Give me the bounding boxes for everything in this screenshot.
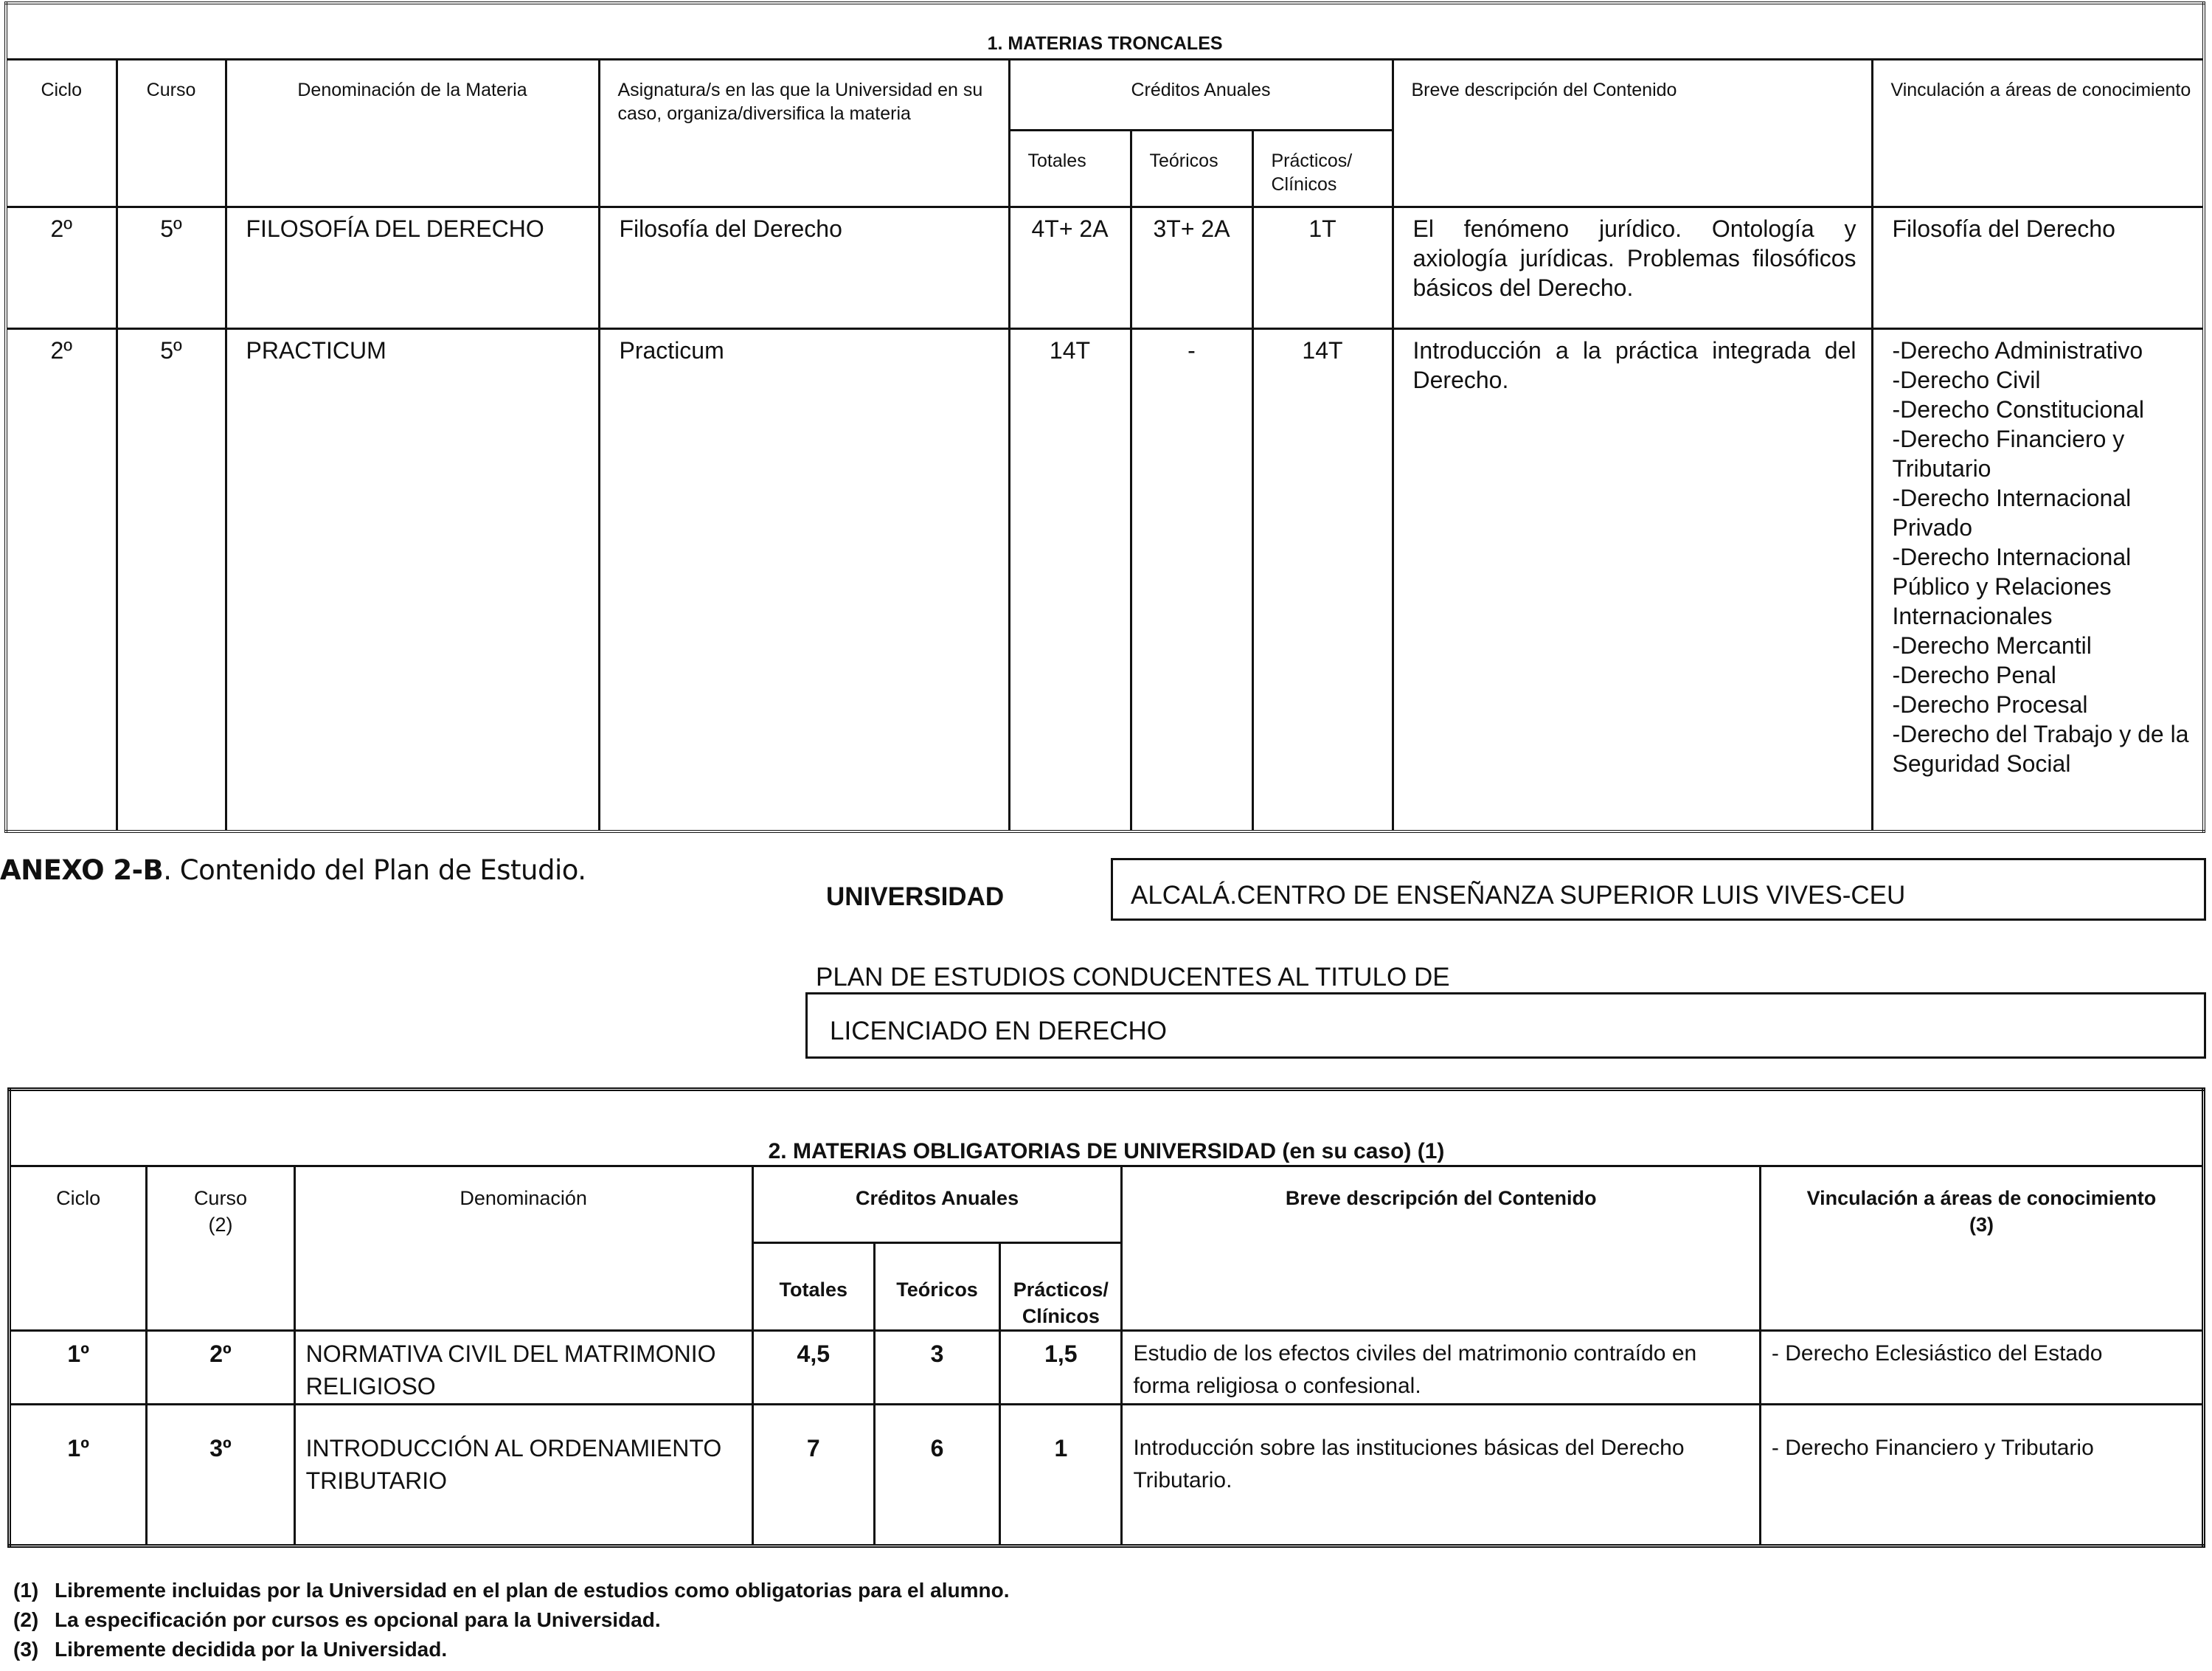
table-row: [6, 328, 2204, 831]
cell-denominacion: PRACTICUM: [226, 328, 599, 831]
header-ciclo: Ciclo: [10, 1166, 147, 1331]
header-descripcion: Breve descripción del Contenido: [1393, 59, 1872, 207]
footnote: [13, 1635, 1010, 1664]
cell-asignatura: Practicum: [599, 328, 1009, 831]
header-practicos: Prácticos/ Clínicos: [1252, 130, 1393, 207]
cell-ciclo: 2º: [6, 328, 117, 831]
cell-teoricos: -: [1131, 328, 1252, 831]
table2-title: 2. MATERIAS OBLIGATORIAS DE UNIVERSIDAD (en su caso) (1): [10, 1090, 2204, 1166]
cell-practicos: 1T: [1252, 207, 1393, 328]
footnote-text: Libremente incluidas por la Universidad en el plan de estudios como obligatorias para el alumno.: [55, 1579, 1010, 1602]
header-creditos-anuales: Créditos Anuales: [1009, 59, 1393, 130]
cell-practicos: 14T: [1252, 328, 1393, 831]
anexo-prefix: ANEXO 2-B: [0, 854, 164, 886]
plan-label: PLAN DE ESTUDIOS CONDUCENTES AL TITULO DE: [816, 963, 1450, 992]
header-creditos-anuales: Créditos Anuales: [752, 1166, 1122, 1243]
cell-teoricos: 3T+ 2A: [1131, 207, 1252, 328]
cell-practicos: 1,5: [1000, 1331, 1122, 1405]
header-descripcion: Breve descripción del Contenido: [1122, 1166, 1760, 1331]
cell-descripcion: El fenómeno jurídico. Ontología y axiología jurídicas. Problemas filosóficos básicos del Derecho.: [1393, 207, 1872, 328]
header-curso: Curso: [117, 59, 226, 207]
cell-vinculacion: Filosofía del Derecho: [1872, 207, 2204, 328]
cell-vinculacion: - Derecho Eclesiástico del Estado: [1760, 1331, 2203, 1405]
cell-descripcion: Estudio de los efectos civiles del matrimonio contraído en forma religiosa o confesional.: [1122, 1331, 1760, 1405]
footnote-number: (3): [13, 1638, 39, 1661]
header-teoricos: Teóricos: [1131, 130, 1252, 207]
cell-curso: 5º: [117, 328, 226, 831]
cell-totales: 4,5: [752, 1331, 874, 1405]
footnote-text: Libremente decidida por la Universidad.: [55, 1638, 448, 1661]
footnote-number: (2): [13, 1608, 39, 1631]
header-denominacion: Denominación: [294, 1166, 752, 1331]
table-row: [6, 207, 2204, 328]
footnote-number: (1): [13, 1579, 39, 1602]
cell-curso: 5º: [117, 207, 226, 328]
header-vinculacion: Vinculación a áreas de conocimiento: [1872, 59, 2204, 207]
materias-troncales-table: [4, 1, 2205, 833]
header-totales: Totales: [1009, 130, 1131, 207]
cell-vinculacion: -Derecho Administrativo -Derecho Civil -Derecho Constitucional -Derecho Financiero y Tributario -Derecho Internacional Privado -Derecho Internacional Público y Relaciones Internacionales -Derecho Mercantil -Derecho Penal -Derecho Procesal -Derecho del Trabajo y de la Seguridad Social: [1872, 328, 2204, 831]
cell-descripcion: Introducción a la práctica integrada del Derecho.: [1393, 328, 1872, 831]
titulo-value: LICENCIADO EN DERECHO: [805, 992, 2206, 1059]
cell-curso: 3º: [147, 1405, 294, 1546]
header-teoricos: Teóricos: [874, 1243, 999, 1331]
cell-vinculacion: - Derecho Financiero y Tributario: [1760, 1405, 2203, 1546]
anexo-heading: [0, 854, 586, 886]
header-vinculacion: Vinculación a áreas de conocimiento (3): [1760, 1166, 2203, 1331]
universidad-label: UNIVERSIDAD: [826, 882, 1005, 911]
cell-ciclo: 1º: [10, 1405, 147, 1546]
header-ciclo: Ciclo: [6, 59, 117, 207]
footnote-text: La especificación por cursos es opcional para la Universidad.: [55, 1608, 661, 1631]
cell-totales: 7: [752, 1405, 874, 1546]
cell-denominacion: FILOSOFÍA DEL DERECHO: [226, 207, 599, 328]
cell-totales: 14T: [1009, 328, 1131, 831]
cell-denominacion: NORMATIVA CIVIL DEL MATRIMONIO RELIGIOSO: [294, 1331, 752, 1405]
header-asignaturas: Asignatura/s en las que la Universidad en su caso, organiza/diversifica la materia: [599, 59, 1009, 207]
footnote: [13, 1605, 1010, 1635]
cell-asignatura: Filosofía del Derecho: [599, 207, 1009, 328]
cell-ciclo: 1º: [10, 1331, 147, 1405]
cell-teoricos: 6: [874, 1405, 999, 1546]
table-row: [10, 1331, 2204, 1405]
header-denominacion: Denominación de la Materia: [226, 59, 599, 207]
table-row: [10, 1405, 2204, 1546]
cell-ciclo: 2º: [6, 207, 117, 328]
materias-obligatorias-table: [7, 1087, 2205, 1548]
universidad-value: ALCALÁ.CENTRO DE ENSEÑANZA SUPERIOR LUIS VIVES-CEU: [1111, 858, 2206, 921]
cell-descripcion: Introducción sobre las instituciones básicas del Derecho Tributario.: [1122, 1405, 1760, 1546]
table1-title: 1. MATERIAS TRONCALES: [6, 3, 2204, 59]
footnotes: [13, 1576, 1010, 1664]
header-practicos: Prácticos/ Clínicos: [1000, 1243, 1122, 1331]
cell-denominacion: INTRODUCCIÓN AL ORDENAMIENTO TRIBUTARIO: [294, 1405, 752, 1546]
anexo-text: . Contenido del Plan de Estudio.: [163, 854, 586, 886]
header-totales: Totales: [752, 1243, 874, 1331]
footnote: [13, 1576, 1010, 1605]
cell-teoricos: 3: [874, 1331, 999, 1405]
header-curso: Curso (2): [147, 1166, 294, 1331]
cell-totales: 4T+ 2A: [1009, 207, 1131, 328]
cell-practicos: 1: [1000, 1405, 1122, 1546]
cell-curso: 2º: [147, 1331, 294, 1405]
